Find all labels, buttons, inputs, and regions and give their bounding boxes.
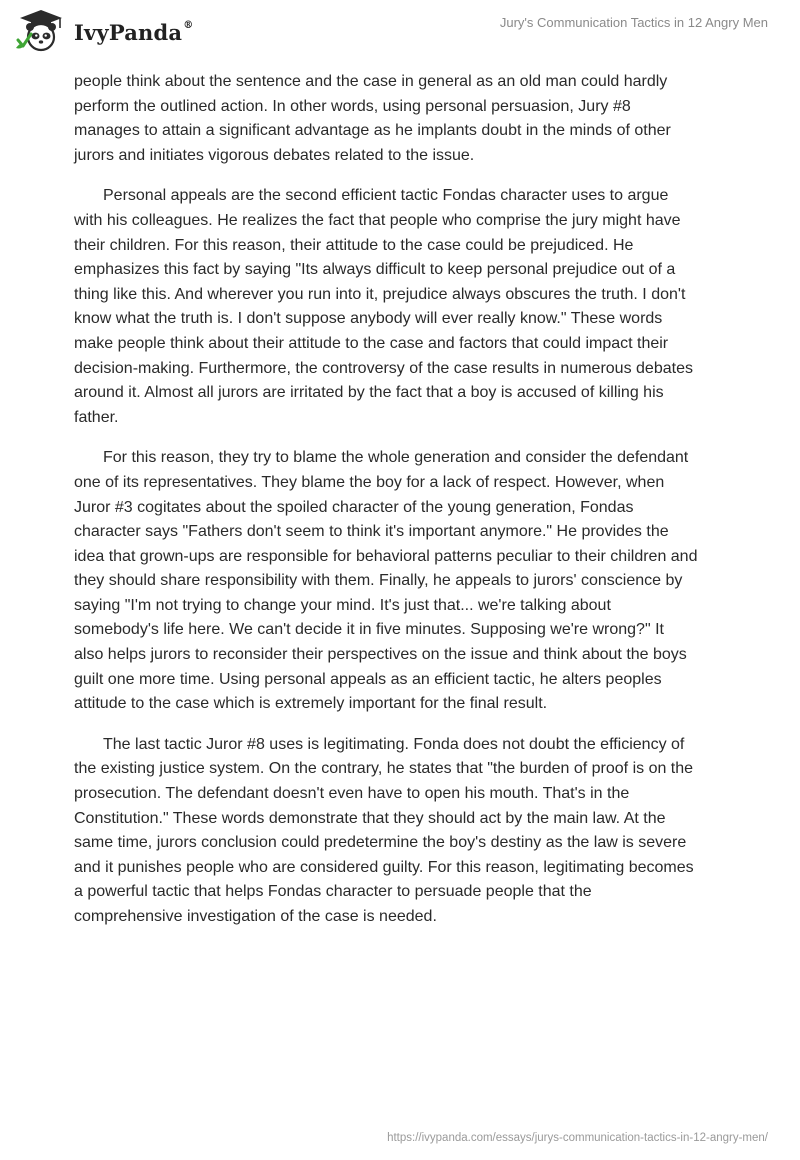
source-url[interactable]: https://ivypanda.com/essays/jurys-communication-tactics-in-12-angry-men/: [387, 1132, 768, 1144]
essay-body: [74, 70, 730, 946]
page-header: [0, 0, 800, 60]
panda-graduate-logo-icon: [14, 8, 66, 52]
paragraph: For this reason, they try to blame the whole generation and consider the defendant one of its representatives. They blame the boy for a lack of respect. However, when Juror #3 cogitates about the spoiled character of the young generation, Fondas character says "Fathers don't seem to think it's important anymore." He provides the idea that grown-ups are responsible for behavioral patterns peculiar to their children and they should share responsibility with them. Finally, he appeals to jurors' conscience by saying "I'm not trying to change your mind. It's just that... we're talking about somebody's life here. We can't decide it in five minutes. Supposing we're wrong?" It also helps jurors to reconsider their perspectives on the issue and think about the boys guilt one more time. Using personal appeals as an efficient tactic, he alters peoples attitude to the case which is extremely important for the final result.: [74, 449, 698, 713]
paragraph: The last tactic Juror #8 uses is legitimating. Fonda does not doubt the efficiency of the existing justice system. On the contrary, he states that "the burden of proof is on the prosecution. The defendant doesn't even have to open his mouth. That's in the Constitution." These words demonstrate that they should act by the main law. At the same time, jurors conclusion could predetermine the boy's destiny as the law is severe and it punishes people who are considered guilty. For this reason, legitimating becomes a powerful tactic that helps Fondas character to persuade people that the comprehensive investigation of the case is needed.: [74, 735, 694, 925]
paragraph: Personal appeals are the second efficient tactic Fondas character uses to argue with his colleagues. He realizes the fact that people who comprise the jury might have their children. For this reason, their attitude to the case could be prejudiced. He emphasizes this fact by saying "Its always difficult to keep personal prejudice out of a thing like this. And wherever you run into it, prejudice always obscures the truth. I don't know what the truth is. I don't suppose anybody will ever really know." These words make people think about their attitude to the case and factors that could impact their decision-making. Furthermore, the controversy of the case results in numerous debates around it. Almost all jurors are irritated by the fact that a boy is accused of killing his father.: [74, 187, 693, 426]
brand-name: IvyPanda®: [74, 19, 194, 45]
ivypanda-logo[interactable]: [14, 8, 193, 52]
document-title: Jury's Communication Tactics in 12 Angry Men: [499, 15, 768, 30]
registered-mark: ®: [183, 19, 194, 31]
paragraph: people think about the sentence and the case in general as an old man could hardly perform the outlined action. In other words, using personal persuasion, Jury #8 manages to attain a significant advantage as he implants doubt in the minds of other jurors and initiates vigorous debates related to the issue.: [74, 73, 671, 164]
